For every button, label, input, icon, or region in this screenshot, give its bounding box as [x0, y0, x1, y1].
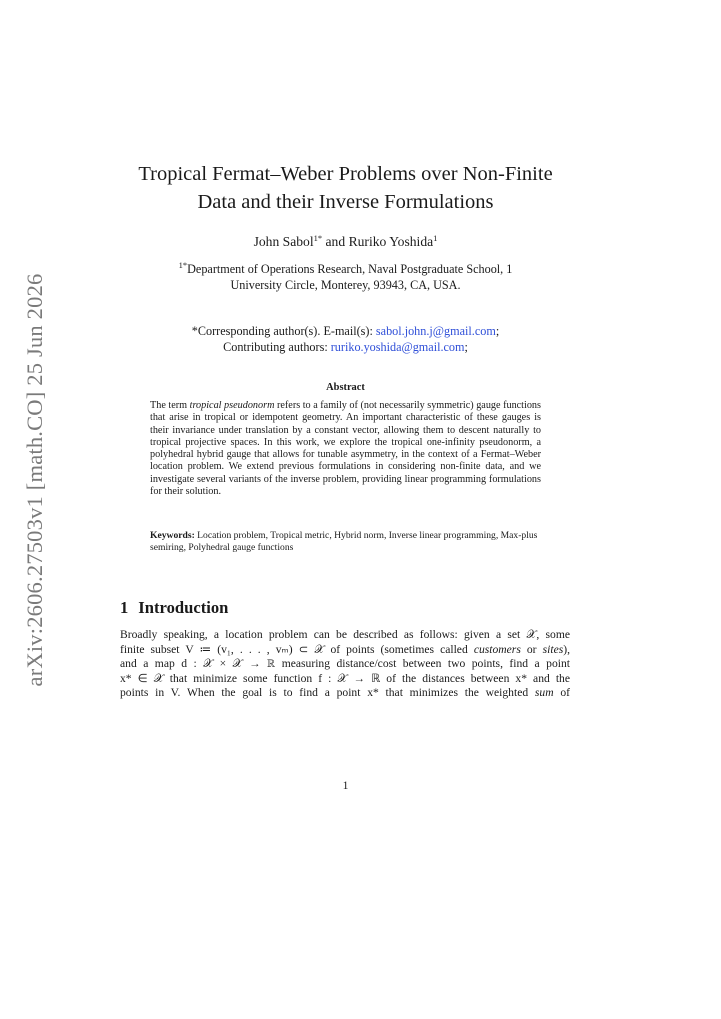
separator: ;: [464, 340, 468, 354]
corresponding-email-link[interactable]: sabol.john.j@gmail.com: [375, 324, 496, 338]
intro-emphasis: sum: [534, 686, 554, 700]
title-line-1: Tropical Fermat–Weber Problems over Non-Finite: [138, 163, 553, 185]
section-title: Introduction: [138, 598, 229, 617]
abstract-heading: Abstract: [326, 382, 365, 393]
contributing-email-link[interactable]: ruriko.yoshida@gmail.com: [330, 340, 465, 354]
page-number: 1: [342, 779, 349, 792]
author-list: [120, 234, 571, 250]
abstract-term: tropical pseudonorm: [189, 400, 275, 411]
keywords-text: Location problem, Tropical metric, Hybrid norm, Inverse linear programming, Max-plus semiring, Polyhedral gauge functions: [150, 530, 538, 554]
affiliation-line-2: University Circle, Monterey, 93943, CA, USA.: [230, 278, 461, 292]
correspondence: [120, 323, 571, 355]
intro-line: x* ∈ 𝒳 that minimize some function f : 𝒳 → ℝ of the distances between x* and the: [120, 671, 570, 685]
paper-title: [120, 160, 571, 216]
section-number: 1: [120, 598, 129, 617]
keywords: [150, 530, 541, 554]
intro-text: of: [553, 686, 571, 700]
introduction-paragraph: [120, 628, 570, 701]
contributing-label: Contributing authors:: [223, 340, 331, 354]
intro-emphasis: sites: [542, 642, 564, 656]
affiliation-line-1: Department of Operations Research, Naval Postgraduate School, 1: [187, 262, 513, 276]
intro-line: Broadly speaking, a location problem can be described as follows: given a set 𝒳, some: [120, 628, 570, 641]
corresponding-label: *Corresponding author(s). E-mail(s):: [191, 324, 376, 338]
intro-line: [120, 686, 570, 701]
abstract-lead: The term: [150, 400, 190, 411]
author-affiliation-mark: 1*: [313, 233, 323, 243]
abstract-text: refers to a family of (not necessarily symmetric) gauge functions that arise in tropical or idempotent geometry. An important characteristic of these gauges is their invariance under translation by a constant vector, allowing them to descent naturally to tropical projective spaces. In this work, we explore the tropical one-infinity pseudonorm, a polyhedral hybrid gauge that allows for tunable asymmetry, in the context of a Fermat–Weber location problem. We extend previous formulations in considering non-finite data, and we investigate several variants of the inverse problem, providing linear programming formulations for their solution.: [150, 400, 541, 498]
intro-text: or: [520, 642, 543, 656]
intro-line: and a map d : 𝒳 × 𝒳 → ℝ measuring distance/cost between two points, find a point: [120, 657, 570, 671]
title-line-2: Data and their Inverse Formulations: [197, 191, 494, 213]
keywords-label: Keywords:: [150, 530, 195, 541]
affiliation-mark: 1*: [178, 260, 188, 270]
arxiv-identifier-stamp: arXiv:2606.27503v1 [math.CO] 25 Jun 2026: [22, 273, 47, 687]
affiliation: [130, 261, 561, 293]
intro-text: points in V. When the goal is to find a point x* that minimizes the weighted: [120, 686, 535, 700]
abstract-body: [150, 400, 541, 498]
intro-text: ),: [563, 642, 570, 656]
author-name: Ruriko Yoshida: [348, 234, 434, 249]
author-connector: and: [322, 234, 349, 249]
intro-line: [120, 643, 570, 658]
author-name: John Sabol: [253, 234, 314, 249]
intro-emphasis: customers: [473, 642, 521, 656]
intro-text: finite subset V ≔ (v₁, . . . , vₘ) ⊂ 𝒳 of points (sometimes called: [120, 642, 474, 656]
author-affiliation-mark: 1: [433, 233, 438, 243]
section-heading: [120, 598, 228, 618]
separator: ;: [495, 324, 500, 338]
